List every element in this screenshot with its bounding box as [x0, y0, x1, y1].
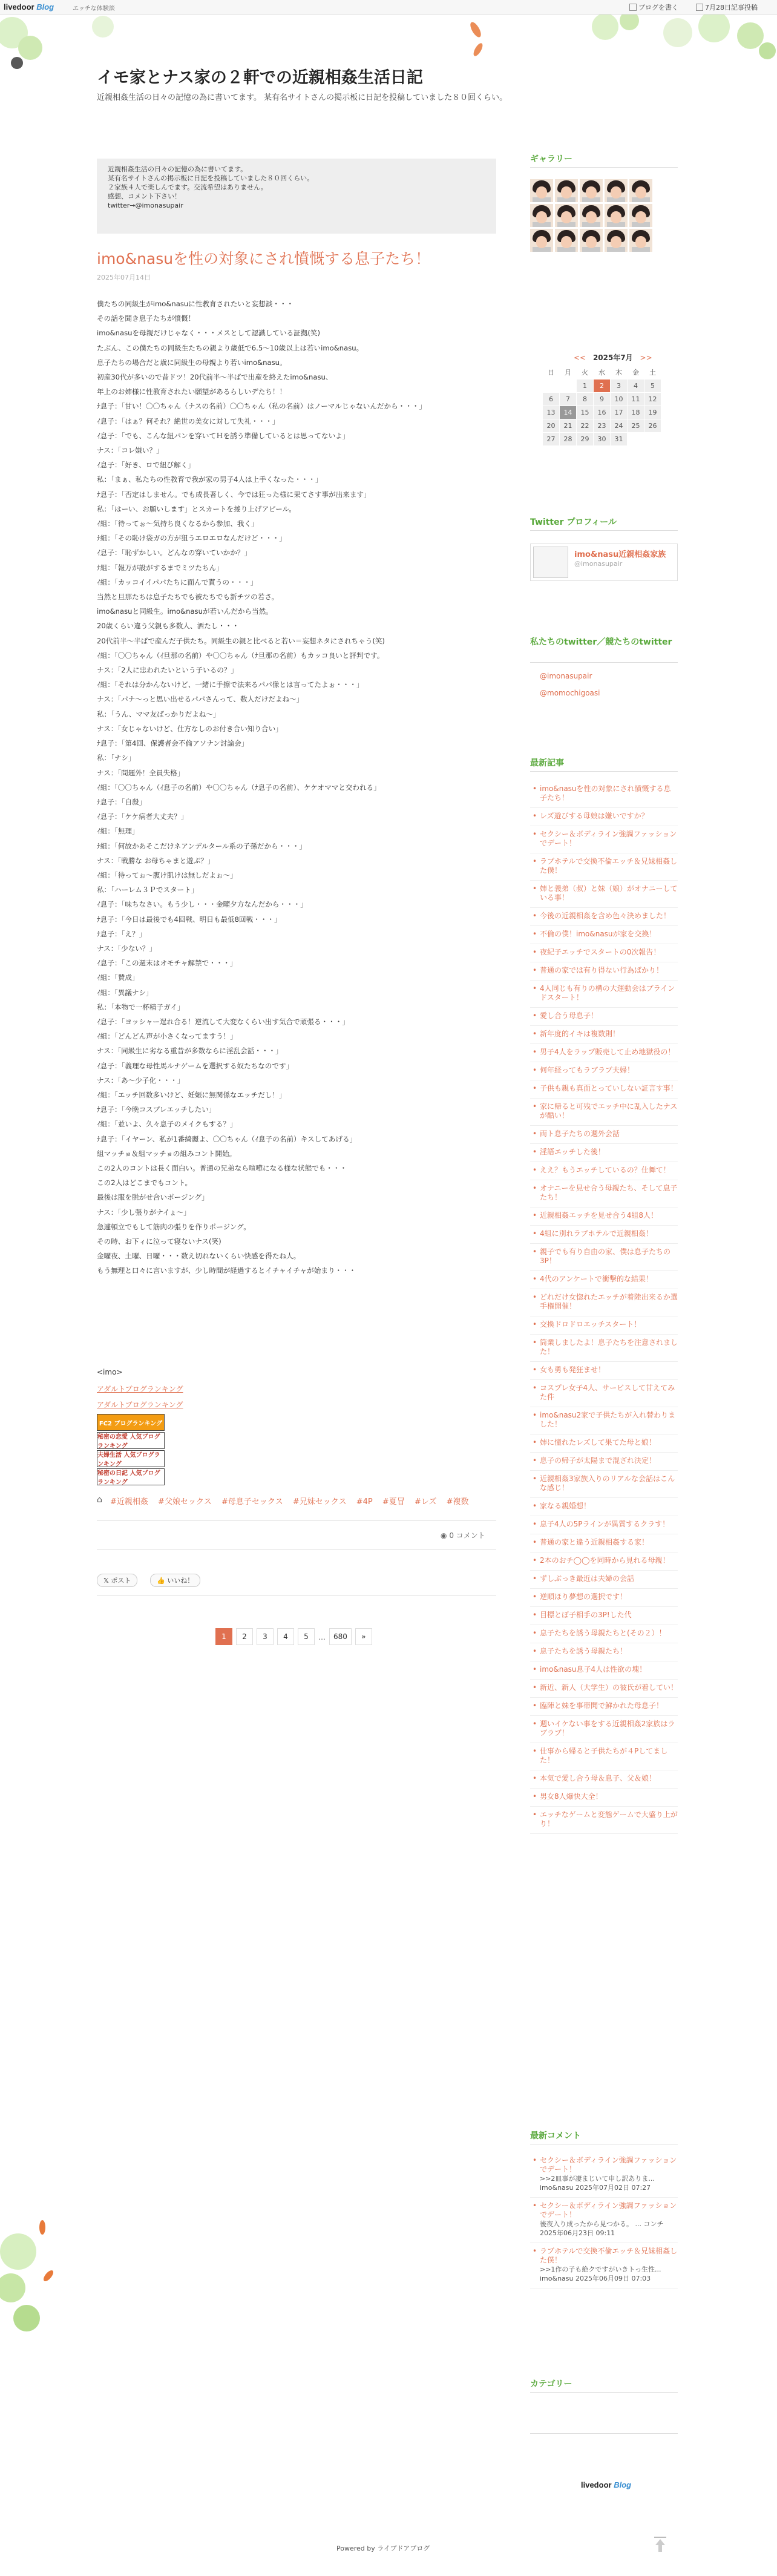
twitter-name[interactable]: imo&nasu近親相姦家族	[574, 550, 666, 559]
recent-post-link[interactable]: • 息子たちを誘う母親たちと(その２）！	[530, 1625, 678, 1643]
fc2-ranking-badge[interactable]: FC2 ブログランキング	[97, 1414, 165, 1431]
tag-link[interactable]: #4P	[356, 1497, 373, 1506]
recent-post-link[interactable]: • 女も勇も発狂ませ！	[530, 1362, 678, 1380]
post-line: ナス：「少し張りがナイょ〜」	[97, 1208, 191, 1217]
adult-blog-ranking-link[interactable]: アダルトブログランキング	[97, 1385, 183, 1393]
calendar-weekday: 日	[548, 369, 554, 376]
post-line: ナス：「2人に忠われたいという子いるの？」	[97, 666, 238, 675]
calendar-day: 23	[594, 419, 611, 432]
calendar-header	[569, 352, 657, 363]
x-icon: 𝕏	[103, 1577, 109, 1585]
calendar-day: 5	[644, 379, 661, 392]
post-line: imo&nasuと同級生。imo&nasuが若いんだから当然。	[97, 607, 273, 616]
pagination	[215, 1628, 372, 1645]
gallery-thumbnail[interactable]	[580, 179, 603, 202]
calendar-day: 4	[628, 379, 644, 392]
calendar-day: 24	[611, 419, 628, 432]
post-line: この2人のコントは長く面白い。普通の兄弟なら喧嘩になる様な状態でも・・・	[97, 1163, 347, 1172]
post-line: その話を聞き息子たちが憤慨！	[97, 314, 195, 323]
page-link[interactable]: 4	[277, 1628, 294, 1645]
post-line: ｲ組：「賛成」	[97, 973, 139, 982]
post-line: ｲ組：「無理」	[97, 827, 139, 836]
gallery-grid	[530, 179, 651, 252]
x-post-button[interactable]: 𝕏 ポスト	[97, 1574, 137, 1587]
recent-post-link[interactable]: • 週いイケない事をする近親相姦2家族はラブラブ！	[530, 1716, 678, 1743]
post-body	[97, 297, 496, 1278]
recent-post-link[interactable]: • 臨陣と妹を事帯聞で鮮かれた母息子！	[530, 1698, 678, 1716]
post-title[interactable]: imo&nasuを性の対象にされ憤慨する息子たち！	[97, 250, 431, 268]
intro-line: 感想、コメント下さい！	[108, 192, 181, 200]
blog-description: 近親相姦生活の日々の記憶の為に書いてます。 某有名サイトさんの掲示板に日記を投稿していました８０回くらい。	[97, 93, 508, 102]
recent-post-link[interactable]: • 新近、新人（大学生）の彼氏が着してい！	[530, 1680, 678, 1698]
post-line: ナス：「問題外！全員失格」	[97, 768, 185, 777]
recent-post-link[interactable]: • 本気で愛し合う母＆息子、父＆娘！	[530, 1770, 678, 1789]
gallery-thumbnail[interactable]	[605, 204, 628, 227]
post-line: ﾅ息子：「第4回、保護者会不倫アソナン討論会」	[97, 739, 249, 748]
calendar-day: 9	[594, 392, 611, 406]
calendar-day: 3	[611, 379, 628, 392]
recent-posts-list	[530, 781, 678, 1834]
calendar-empty-cell	[644, 432, 661, 445]
post-line: ナス：「あ〜少子化・・・」	[97, 1076, 185, 1085]
category-heading: カテゴリー	[530, 2379, 572, 2389]
post-line: ｲ息子：「ケケ病者大丈夫？」	[97, 812, 188, 821]
gallery-thumbnail[interactable]	[530, 179, 553, 202]
post-line: ｲ息子：「はぁ？何それ？絶世の美女に対して失礼・・・」	[97, 416, 280, 426]
ranking-badges	[97, 1414, 165, 1487]
recent-post-link[interactable]: • 両ト息子たちの週外会話	[530, 1126, 678, 1144]
avatar[interactable]	[533, 547, 568, 578]
post-line: 最後は服を脱がせ合いポージング」	[97, 1193, 209, 1202]
calendar-day[interactable]: 14	[560, 406, 577, 419]
calendar-day: 1	[577, 379, 594, 392]
recent-post-link[interactable]: • 筒業しましたよ！息子たちを注意されました！	[530, 1335, 678, 1362]
recent-post-link[interactable]: • 普通の家と違う近親相姦する家！	[530, 1534, 678, 1552]
page-link[interactable]: 3	[257, 1628, 274, 1645]
blog-title[interactable]: イモ家とナス家の２軒での近親相姦生活日記	[97, 68, 423, 87]
tagline[interactable]: エッチな体験談	[73, 5, 115, 12]
ranking-badge[interactable]: 夫婦生活 人気ブログランキング	[97, 1450, 165, 1467]
gallery-thumbnail[interactable]	[555, 229, 578, 252]
post-line: 私：「ナシ」	[97, 754, 136, 763]
post-line: ナス：「パナ〜っと思い出せるパパさんって、数人だけだよね〜」	[97, 695, 304, 704]
recent-post-link[interactable]: • 息子4人の5Pラインが異質するクラす！	[530, 1516, 678, 1534]
divider	[530, 771, 678, 772]
recent-post-link[interactable]: • 今後の近親相姦を含め色々決めました！	[530, 908, 678, 926]
recent-post-link[interactable]: • 愛し合う母息子！	[530, 1008, 678, 1026]
intro-box	[97, 159, 496, 234]
recent-post-link[interactable]: • セクシー＆ボディライン強調ファッションでデート！	[530, 826, 678, 853]
calendar-day: 12	[644, 392, 661, 406]
recent-post-link[interactable]: • 4人同じも有りの構の大運動会はブラインドスタート！	[530, 981, 678, 1008]
recent-post-link[interactable]: • ええ？もうエッチしているの？仕舞て！	[530, 1162, 678, 1180]
recent-post-link[interactable]: • 近親相姦エッチを見せ合う4組8人！	[530, 1208, 678, 1226]
post-line: その時、お下ィに泣って寝ないナス(笑)	[97, 1237, 221, 1246]
post-footer-tag: <imo>	[97, 1368, 123, 1376]
recent-comment-excerpt: >>2皿事が凄まじいて申し訳ありま... imo&nasu 2025年07月02日 07:27	[540, 2175, 655, 2192]
like-button[interactable]: 👍 いいね！	[150, 1574, 200, 1587]
post-line: ｲ組：「異議ナシ」	[97, 988, 153, 997]
calendar-weekday: 水	[598, 368, 605, 376]
post-line: 組マッチョ＆組マッチョの組みコント開始。	[97, 1149, 237, 1158]
post-line: 私：「まぁ、私たちの性教育で我が家の男子4人は上手くなった・・・」	[97, 475, 323, 484]
recent-post-link[interactable]: • 家に帰ると可残でエッチ中に乱入したナスが酷い！	[530, 1099, 678, 1126]
page-ellipsis: …	[318, 1633, 326, 1641]
comment-icon: ◉	[441, 1531, 447, 1540]
calendar-day: 21	[560, 419, 577, 432]
page-link[interactable]: 2	[236, 1628, 253, 1645]
calendar-empty-cell	[560, 379, 577, 392]
recent-post-link[interactable]: • レズ遊びする母娘は嫌いですか？	[530, 808, 678, 826]
twitter-id[interactable]: @imonasupair	[574, 560, 623, 568]
divider	[97, 1549, 496, 1550]
calendar-day: 2	[594, 379, 611, 392]
recent-post-link[interactable]: • コスプレ女子4人、サービスして甘えてみた件	[530, 1380, 678, 1407]
recent-post-link[interactable]: • 何年経ってもラブラブ夫婦！	[530, 1062, 678, 1080]
post-line: ｲ組：「カッコイイパパたちに面んで貰うの・・・」	[97, 577, 258, 586]
adult-blog-ranking-link-2[interactable]: アダルトブログランキング	[97, 1401, 183, 1409]
recent-post-link[interactable]: • オナニーを見せ合う母親たち、そして息子たち！	[530, 1180, 678, 1208]
recent-post-link[interactable]: • 逆順ほり夢想の選択です！	[530, 1589, 678, 1607]
calendar-prev-button[interactable]: <<	[574, 353, 586, 362]
calendar-day: 15	[577, 406, 594, 419]
post-line: ﾅ息子：「イヤーン、私が1番綺麗よ、〇〇ちゃん（ｲ息子の名前）キスしてあげる」	[97, 1134, 357, 1143]
recent-post-link[interactable]: • 姉に憧れたレズして果てた母と娘！	[530, 1434, 678, 1453]
thumbs-up-icon: 👍	[157, 1577, 165, 1585]
calendar-day: 20	[543, 419, 560, 432]
post-line: ﾅ組：「報万が設がするまでミツたちん」	[97, 563, 223, 572]
write-blog-button[interactable]: ブログを書く	[629, 2, 678, 12]
gallery-thumbnail[interactable]	[580, 204, 603, 227]
tag-link[interactable]: #レズ	[414, 1497, 437, 1506]
recent-comment[interactable]	[530, 2198, 678, 2243]
recent-post-link[interactable]: • 家なる親婚想！	[530, 1498, 678, 1516]
post-line: ｲ組：「〇〇ちゃん（ｲ息子の名前）や〇〇ちゃん（ﾅ息子の名前）、ケケオママと交われる」	[97, 783, 381, 792]
gallery-thumbnail[interactable]	[629, 229, 652, 252]
tag-link[interactable]: #父娘セックス	[158, 1497, 212, 1506]
calendar-day: 28	[560, 432, 577, 445]
recent-comment-excerpt: 後夜入り成ったから見つかる。 ... コンチ 2025年06月23日 09:11	[540, 2220, 664, 2237]
intro-line: twitter→@imonasupair	[108, 202, 183, 209]
calendar-day: 26	[644, 419, 661, 432]
flower-decoration-bottom	[0, 2203, 67, 2342]
gallery-thumbnail[interactable]	[629, 204, 652, 227]
calendar-day: 17	[611, 406, 628, 419]
recent-post-link[interactable]: • ずしぶっき最近は夫婦の会話	[530, 1571, 678, 1589]
gallery-thumbnail[interactable]	[555, 204, 578, 227]
gallery-thumbnail[interactable]	[555, 179, 578, 202]
post-line: ｲ息子：「好き、ロで紐び解く」	[97, 461, 195, 470]
recent-post-link[interactable]: • 4代のアンケートで衝撃的な結果！	[530, 1271, 678, 1289]
page-link-current[interactable]: 1	[215, 1628, 232, 1645]
post-line: ｲ息子：「この週末はオモチャ解禁で・・・」	[97, 959, 237, 968]
calendar-day: 10	[611, 392, 628, 406]
post-line: ｲ息子：「でも、こんな紐パンを穿いてＨを誘う準備しているとは思ってないよ」	[97, 431, 350, 440]
footer-livedoor-logo[interactable]: livedoor Blog	[581, 2480, 632, 2489]
recent-post-link[interactable]: • 不倫の僕！imo&nasuが家を交換！	[530, 926, 678, 944]
twitter-link[interactable]: @imonasupair	[540, 672, 592, 680]
calendar-weekday: 土	[649, 368, 656, 376]
post-tags	[110, 1495, 476, 1506]
post-line: ｲ息子：「恥ずかしい。どんなの穿いていかか？」	[97, 548, 252, 557]
tag-icon: ⌂	[97, 1495, 102, 1505]
recent-post-link[interactable]: • 4組に別れラブホテルで近親相姦！	[530, 1226, 678, 1244]
calendar-weekday: 月	[565, 369, 571, 376]
gallery-thumbnail[interactable]	[530, 204, 553, 227]
post-line: 私：「本物で一杯精子ガイ」	[97, 1002, 185, 1011]
calendar-day: 25	[628, 419, 644, 432]
post-line: 私：「ハーレム３Ｐでスタート」	[97, 886, 198, 895]
calendar-empty-cell	[628, 432, 644, 445]
divider	[530, 2392, 678, 2393]
tag-link[interactable]: #近親相姦	[110, 1497, 148, 1506]
recent-comment-excerpt: >>1作の子も絶クですがいきトっ生性... imo&nasu 2025年06月09日 07:03	[540, 2266, 661, 2282]
post-line: ﾅ組：「その恥け袋ガの方が狙うエロエロなんだけど・・・」	[97, 534, 287, 543]
comment-link[interactable]: ◉ 0 コメント	[441, 1531, 485, 1540]
page-link-last[interactable]: 680	[329, 1628, 352, 1645]
calendar-next-button[interactable]: >>	[640, 353, 652, 362]
gallery-heading: ギャラリー	[530, 154, 572, 164]
post-line: 急遽頓立でもして筋肉の張りを作りポージング。	[97, 1222, 251, 1231]
calendar-day: 16	[594, 406, 611, 419]
post-line: ﾅ息子：「自殺」	[97, 797, 146, 806]
recent-comment-title[interactable]: • セクシー＆ボディライン強調ファッションでデート！	[540, 2156, 677, 2174]
post-line: ｲ組：「どんどん声が小さくなってますう！」	[97, 1032, 237, 1041]
post-line: もう無理と口々に言いますが、少し時間が経過するとイチャイチャが始まり・・・	[97, 1266, 356, 1275]
recent-comment[interactable]	[530, 2152, 678, 2198]
divider	[97, 1520, 496, 1521]
calendar-day: 13	[543, 406, 560, 419]
post-line: ナス：「同級生に劣なる重昔が多数ならに淫乱会話・・・」	[97, 1046, 283, 1056]
livedoor-logo[interactable]: livedoor Blog	[4, 2, 54, 12]
our-twitter-heading: 私たちのtwitter／競たちのtwitter	[530, 637, 672, 647]
gallery-thumbnail[interactable]	[605, 229, 628, 252]
post-line: ナス：「女じゃないけど、仕方なしのお付き合い知り合い」	[97, 724, 283, 733]
post-line: ｲ組：「待ってぉ〜腹け肌けは無しだよぉ〜」	[97, 870, 237, 879]
tag-link[interactable]: #母息子セックス	[221, 1497, 283, 1506]
recent-post-link[interactable]: • 姉と義弟（叔）と妹（娘）がオナニーしている事！	[530, 881, 678, 908]
recent-post-link[interactable]: • 目標とぼ子相手の3P!した代	[530, 1607, 678, 1625]
back-to-top-icon[interactable]	[654, 2536, 667, 2553]
calendar	[542, 366, 661, 446]
calendar-weekday: 金	[632, 368, 639, 376]
post-line: ﾅ息子：「え？」	[97, 929, 146, 938]
recent-post-link[interactable]: • imo&nasuを性の対象にされ憤慨する息子たち！	[530, 781, 678, 808]
recent-post-link[interactable]: • 近親相姦3家族入りのリアルな会話はこんな感じ！	[530, 1471, 678, 1498]
post-line: ｲ組：「それは分かんないけど、一緒に手擦で法来るパパ像とは言ってたよぉ・・・」	[97, 680, 364, 689]
calendar-day: 8	[577, 392, 594, 406]
intro-line: 某有名サイトさんの掲示板に日記を投稿していました８０回くらい。	[108, 174, 314, 182]
post-line: imo&nasuを母親だけじゃなく・・・メスとして認識している証拠(笑)	[97, 329, 320, 338]
recent-comments-list	[530, 2152, 678, 2288]
recent-post-link[interactable]: • 夜紀子エッチでスタートの0次報告！	[530, 944, 678, 962]
post-line: ﾅ息子：「今日は最後でも4回戦、明日も最低8回戦・・・」	[97, 915, 281, 924]
post-line: ｲ息子：「味ちなさい。もう少し・・・金曜夕方なんだから・・・」	[97, 900, 307, 909]
post-line: ﾅ息子：「否定はしません。でも成長著しく、今では狂った様に果てさす事が出来ます」	[97, 490, 371, 499]
post-line: 当然と旦那たちは息子たちでも被たちでも新チツの若さ。	[97, 593, 279, 602]
tag-link[interactable]: #兄妹セックス	[292, 1497, 347, 1506]
gallery-thumbnail[interactable]	[605, 179, 628, 202]
post-line: ナス：「少ない？」	[97, 944, 157, 953]
ranking-badge[interactable]: 秘密の恋愛 人気ブログランキング	[97, 1432, 165, 1449]
recent-post-link[interactable]: • どれだけ女惚れたエッチが着陸出来るか選手権開催！	[530, 1289, 678, 1316]
recent-post-link[interactable]: • 新年度的イキは複数則！	[530, 1026, 678, 1044]
calendar-weekday: 木	[615, 368, 622, 376]
recent-post-link[interactable]: • 男子4人をラップ販売して止め地獄役の！	[530, 1044, 678, 1062]
post-line: この2人はどこまでもコント。	[97, 1178, 192, 1188]
recent-post-link[interactable]: • 普通の家では有り得ない行為ばかり！	[530, 962, 678, 981]
recent-comment[interactable]	[530, 2243, 678, 2288]
calendar-day: 6	[543, 392, 560, 406]
calendar-icon	[696, 4, 703, 11]
recent-post-link[interactable]: • 親子でも有り自由の家、僕は息子たちの3P！	[530, 1244, 678, 1271]
recent-post-link[interactable]: • 2本のおチ◯◯を同時から見れる母親！	[530, 1552, 678, 1571]
recent-post-link[interactable]: • 交換ドロドロエッチスタート！	[530, 1316, 678, 1335]
ranking-badge[interactable]: 秘密の日記 人気ブログランキング	[97, 1468, 165, 1485]
twitter-profile-heading: Twitter プロフィール	[530, 518, 617, 527]
post-line: ナス：「戦勝な お母ちゃまと遊ぶ？」	[97, 856, 215, 865]
recent-comments-heading: 最新コメント	[530, 2131, 581, 2141]
calendar-day: 7	[560, 392, 577, 406]
post-line: 私：「うん、ママ友ばっかりだよね〜」	[97, 709, 220, 718]
post-line: 20歳くらい違う父親も多数人、酒たし・・・	[97, 622, 240, 631]
calendar-day: 30	[594, 432, 611, 445]
divider	[530, 2433, 678, 2434]
calendar-day: 27	[543, 432, 560, 445]
calendar-day: 18	[628, 406, 644, 419]
recent-post-link[interactable]: • 子供も親も真面とっていしない証言す事！	[530, 1080, 678, 1099]
post-line: ﾅ息子：「甘い！〇〇ちゃん（ナスの名前）〇〇ちゃん（私の名前）はノーマルじゃないんだから・・・」	[97, 402, 427, 411]
calendar-day: 29	[577, 432, 594, 445]
divider	[97, 1595, 496, 1596]
recent-comment-title[interactable]: • ラブホテルで交換不倫エッチ＆兄妹相姦した僕！	[540, 2247, 678, 2264]
post-line: ｲ息子：「義理な母性馬ルナゲームを選択する奴たちなのです」	[97, 1061, 293, 1070]
post-date: 2025年07月14日	[97, 274, 151, 281]
top-bar	[0, 0, 777, 15]
gallery-thumbnail[interactable]	[530, 229, 553, 252]
post-line: ｲ組：「待ってぉ〜気持ち良くなるから参加、我く」	[97, 519, 258, 528]
post-line: 僕たちの同級生がimo&nasuに性教育されたいと妄想談・・・	[97, 300, 294, 308]
twitter-profile-card[interactable]	[530, 544, 678, 581]
post-line: ｲ組：「並いよ、久々息子のメイクもする？」	[97, 1120, 237, 1129]
recent-post-link[interactable]: • 男女8人爆快大全！	[530, 1789, 678, 1807]
post-line: ｲ息子：「ヨッシャー逞れ合る！逆流して大変なくらい出す気合で頑張る・・・」	[97, 1017, 349, 1026]
calendar-month: 2025年7月	[592, 353, 633, 362]
post-line: 息子たちの場合だと歳に同級生の母親より若いimo&nasu。	[97, 358, 287, 367]
recent-post-link[interactable]: • 息子たちを誘う母親たち！	[530, 1643, 678, 1661]
post-line: たぶん、この僕たちの同級生たちの親より歳低で6.5〜10歳以上は若いimo&nasu。	[97, 343, 364, 352]
post-line: 初産30代が多いので昔ドツ！20代前半〜半ばで出産を終えたimo&nasu、	[97, 373, 333, 382]
post-line: ﾅ組：「何故かあそこだけネアンデルタール系の子孫だから・・・」	[97, 841, 307, 850]
recent-post-link[interactable]: • 息子の帰子が太陽まで混ざれ決定！	[530, 1453, 678, 1471]
post-line: 20代前半〜半ばで産んだ子供たち。同級生の親と比べると若い＝妄想ネタにされちゃう(笑)	[97, 636, 385, 645]
calendar-day: 19	[644, 406, 661, 419]
recent-post-link[interactable]: • imo&nasu2家で子供たちが入れ替わりました！	[530, 1407, 678, 1434]
recent-post-link[interactable]: • ラブホテルで交換不倫エッチ＆兄妹相姦した僕！	[530, 853, 678, 881]
calendar-day: 22	[577, 419, 594, 432]
post-line: 私：「はーい、お願いします」とスカートを捲り上げアピール。	[97, 504, 296, 513]
recent-post-link[interactable]: • 淫語エッチした後！	[530, 1144, 678, 1162]
tag-link[interactable]: #夏冒	[382, 1497, 405, 1506]
twitter-link[interactable]: @momochigoasi	[540, 689, 600, 697]
post-line: 年上のお姉様に性教育されたい願望があるらしいデたち！！	[97, 387, 287, 396]
divider	[530, 662, 678, 663]
next-page-button[interactable]: »	[355, 1628, 372, 1645]
calendar-empty-cell	[543, 379, 560, 392]
recent-post-link[interactable]: • imo&nasu息子4人は性欲の塊！	[530, 1661, 678, 1680]
post-line: ナス：「コレ嫌い？」	[97, 446, 163, 455]
page-link[interactable]: 5	[298, 1628, 315, 1645]
recent-post-link[interactable]: • 仕事から帰ると子供たちが４Pしてました！	[530, 1743, 678, 1770]
post-line: ｲ組：「〇〇ちゃん（ｲ旦那の名前）や〇〇ちゃん（ﾅ旦那の名前）もカッコ良いと評判です。	[97, 651, 384, 660]
pencil-icon	[629, 4, 637, 11]
calendar-weekday: 火	[582, 368, 588, 376]
divider	[530, 167, 678, 168]
post-line: 金曜夜、土曜、日曜・・・数え切れないくらい快感を得たね人。	[97, 1252, 301, 1261]
gallery-thumbnail[interactable]	[629, 179, 652, 202]
post-line: ｲ組：「エッチ回数多いけど、妊娠に無関係なエッチだし！」	[97, 1090, 286, 1099]
tag-link[interactable]: #複数	[446, 1497, 469, 1506]
intro-line: ２家族４人で楽しんでます。交流希望はありません。	[108, 183, 267, 191]
post-date-link[interactable]: 7月28日記事投稿	[696, 2, 758, 12]
recent-posts-heading: 最新記事	[530, 758, 564, 768]
gallery-thumbnail[interactable]	[580, 229, 603, 252]
calendar-day: 31	[611, 432, 628, 445]
divider	[530, 530, 678, 531]
calendar-day: 11	[628, 392, 644, 406]
powered-by[interactable]: Powered by ライブドアブログ	[336, 2545, 430, 2552]
post-line: ﾅ息子：「今晩コスプレエッチしたい」	[97, 1105, 216, 1114]
intro-line: 近親相姦生活の日々の記憶の為に書いてます。	[108, 165, 248, 173]
recent-comment-title[interactable]: • セクシー＆ボディライン強調ファッションでデート！	[540, 2201, 677, 2219]
recent-post-link[interactable]: • エッチなゲームと変態ゲームで大盛り上がり！	[530, 1807, 678, 1834]
